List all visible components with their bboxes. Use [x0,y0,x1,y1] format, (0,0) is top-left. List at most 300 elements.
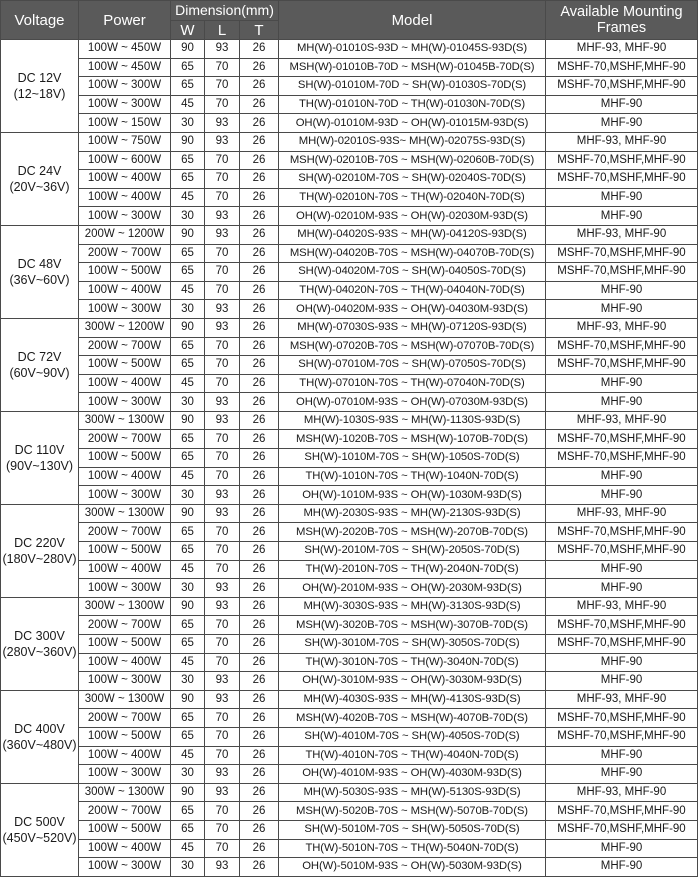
table-row [1,616,698,635]
voltage-cell [1,132,79,225]
table-row [1,225,698,244]
thickness-cell: 26 [240,40,279,59]
frames-header [546,1,698,40]
voltage-cell [1,411,79,504]
voltage-range: (20V~36V) [9,179,70,194]
power-cell: 100W ~ 450W [79,58,171,77]
power-cell: 100W ~ 150W [79,114,171,133]
width-cell: 65 [171,77,205,96]
power-cell: 200W ~ 700W [79,244,171,263]
thickness-cell: 26 [240,597,279,616]
table-row [1,486,698,505]
thickness-cell: 26 [240,318,279,337]
power-cell: 100W ~ 400W [79,374,171,393]
table-row [1,207,698,226]
model-cell: MH(W)-02010S-93S~ MH(W)-02075S-93D(S) [279,132,546,151]
model-cell: MSH(W)-2020B-70S ~ MSH(W)-2070B-70D(S) [279,523,546,542]
power-cell: 100W ~ 500W [79,820,171,839]
frames-cell: MHF-90 [546,300,698,319]
thickness-cell: 26 [240,393,279,412]
thickness-cell: 26 [240,207,279,226]
power-cell: 100W ~ 300W [79,95,171,114]
frames-cell: MHF-90 [546,839,698,858]
model-cell: MH(W)-1030S-93S ~ MH(W)-1130S-93D(S) [279,411,546,430]
length-cell: 93 [205,783,240,802]
thickness-cell: 26 [240,820,279,839]
length-cell: 93 [205,597,240,616]
width-cell: 45 [171,653,205,672]
length-header: L [205,21,240,40]
model-cell: SH(W)-1010M-70S ~ SH(W)-1050S-70D(S) [279,449,546,468]
thickness-cell: 26 [240,709,279,728]
frames-header-line1: Available Mounting [560,4,683,20]
voltage-label: DC 220V [14,535,65,550]
frames-cell: MHF-93, MHF-90 [546,597,698,616]
width-cell: 65 [171,727,205,746]
table-row [1,597,698,616]
frames-cell: MHF-90 [546,765,698,784]
frames-cell: MHF-90 [546,858,698,877]
dimension-header: Dimension(mm) [171,1,279,21]
table-row [1,151,698,170]
thickness-header: T [240,21,279,40]
table-row [1,709,698,728]
voltage-label: DC 24V [17,163,62,178]
frames-cell: MSHF-70,MSHF,MHF-90 [546,820,698,839]
frames-cell: MHF-90 [546,486,698,505]
width-cell: 65 [171,170,205,189]
frames-cell: MHF-93, MHF-90 [546,40,698,59]
power-cell: 300W ~ 1300W [79,504,171,523]
power-cell: 100W ~ 400W [79,188,171,207]
length-cell: 93 [205,318,240,337]
table-row [1,263,698,282]
power-header: Power [79,1,171,40]
model-cell: MSH(W)-01010B-70D ~ MSH(W)-01045B-70D(S) [279,58,546,77]
model-cell: OH(W)-2010M-93S ~ OH(W)-2030M-93D(S) [279,579,546,598]
table-row [1,281,698,300]
table-row [1,58,698,77]
width-header: W [171,21,205,40]
thickness-cell: 26 [240,672,279,691]
width-cell: 90 [171,132,205,151]
length-cell: 70 [205,449,240,468]
table-row [1,802,698,821]
thickness-cell: 26 [240,58,279,77]
model-cell: SH(W)-07010M-70S ~ SH(W)-07050S-70D(S) [279,356,546,375]
width-cell: 90 [171,225,205,244]
table-row [1,635,698,654]
table-row [1,356,698,375]
table-header [1,1,698,40]
thickness-cell: 26 [240,430,279,449]
voltage-cell [1,504,79,597]
length-cell: 93 [205,411,240,430]
power-cell: 100W ~ 400W [79,281,171,300]
table-row [1,672,698,691]
voltage-cell [1,690,79,783]
width-cell: 65 [171,337,205,356]
frames-cell: MHF-93, MHF-90 [546,132,698,151]
model-cell: TH(W)-07010N-70S ~ TH(W)-07040N-70D(S) [279,374,546,393]
length-cell: 70 [205,263,240,282]
width-cell: 65 [171,802,205,821]
length-cell: 70 [205,635,240,654]
width-cell: 65 [171,151,205,170]
table-row [1,783,698,802]
power-cell: 200W ~ 1200W [79,225,171,244]
length-cell: 70 [205,802,240,821]
power-cell: 100W ~ 300W [79,207,171,226]
model-cell: TH(W)-01010N-70D ~ TH(W)-01030N-70D(S) [279,95,546,114]
length-cell: 93 [205,858,240,877]
frames-cell: MHF-90 [546,393,698,412]
thickness-cell: 26 [240,802,279,821]
voltage-range: (180V~280V) [2,551,77,566]
width-cell: 45 [171,839,205,858]
length-cell: 70 [205,170,240,189]
thickness-cell: 26 [240,486,279,505]
voltage-range: (280V~360V) [2,644,77,659]
power-cell: 100W ~ 500W [79,356,171,375]
frames-cell: MHF-90 [546,114,698,133]
thickness-cell: 26 [240,263,279,282]
frames-cell: MHF-93, MHF-90 [546,411,698,430]
power-cell: 300W ~ 1300W [79,783,171,802]
thickness-cell: 26 [240,374,279,393]
frames-header-line2: Frames [596,20,647,36]
table-row [1,690,698,709]
table-row [1,411,698,430]
thickness-cell: 26 [240,765,279,784]
length-cell: 93 [205,114,240,133]
frames-cell: MHF-90 [546,95,698,114]
frames-cell: MSHF-70,MSHF,MHF-90 [546,635,698,654]
thickness-cell: 26 [240,449,279,468]
model-cell: MSH(W)-02010B-70S ~ MSH(W)-02060B-70D(S) [279,151,546,170]
thickness-cell: 26 [240,170,279,189]
frames-cell: MSHF-70,MSHF,MHF-90 [546,449,698,468]
frames-cell: MSHF-70,MSHF,MHF-90 [546,542,698,561]
width-cell: 65 [171,820,205,839]
thickness-cell: 26 [240,337,279,356]
width-cell: 90 [171,40,205,59]
frames-cell: MHF-90 [546,207,698,226]
thickness-cell: 26 [240,356,279,375]
length-cell: 70 [205,653,240,672]
width-cell: 90 [171,318,205,337]
table-row [1,170,698,189]
frames-cell: MHF-90 [546,281,698,300]
power-cell: 300W ~ 1200W [79,318,171,337]
table-row [1,318,698,337]
model-cell: OH(W)-04020M-93S ~ OH(W)-04030M-93D(S) [279,300,546,319]
table-row [1,337,698,356]
length-cell: 93 [205,40,240,59]
length-cell: 70 [205,58,240,77]
length-cell: 93 [205,300,240,319]
model-cell: SH(W)-01010M-70D ~ SH(W)-01030S-70D(S) [279,77,546,96]
model-header: Model [279,1,546,40]
width-cell: 65 [171,523,205,542]
table-row [1,727,698,746]
table-row [1,765,698,784]
table-row [1,579,698,598]
model-cell: SH(W)-3010M-70S ~ SH(W)-3050S-70D(S) [279,635,546,654]
model-cell: MSH(W)-3020B-70S ~ MSH(W)-3070B-70D(S) [279,616,546,635]
length-cell: 93 [205,207,240,226]
voltage-label: DC 300V [14,628,65,643]
model-cell: MH(W)-5030S-93S ~ MH(W)-5130S-93D(S) [279,783,546,802]
thickness-cell: 26 [240,542,279,561]
power-cell: 200W ~ 700W [79,616,171,635]
width-cell: 90 [171,504,205,523]
thickness-cell: 26 [240,727,279,746]
model-cell: OH(W)-07010M-93S ~ OH(W)-07030M-93D(S) [279,393,546,412]
power-cell: 100W ~ 750W [79,132,171,151]
length-cell: 70 [205,467,240,486]
frames-cell: MSHF-70,MSHF,MHF-90 [546,77,698,96]
frames-cell: MSHF-70,MSHF,MHF-90 [546,356,698,375]
length-cell: 70 [205,746,240,765]
width-cell: 65 [171,58,205,77]
thickness-cell: 26 [240,95,279,114]
length-cell: 70 [205,77,240,96]
width-cell: 30 [171,393,205,412]
length-cell: 70 [205,727,240,746]
model-cell: MSH(W)-1020B-70S ~ MSH(W)-1070B-70D(S) [279,430,546,449]
frames-cell: MSHF-70,MSHF,MHF-90 [546,430,698,449]
frames-cell: MSHF-70,MSHF,MHF-90 [546,337,698,356]
model-cell: TH(W)-2010N-70S ~ TH(W)-2040N-70D(S) [279,560,546,579]
length-cell: 93 [205,765,240,784]
width-cell: 30 [171,579,205,598]
power-cell: 100W ~ 400W [79,653,171,672]
width-cell: 45 [171,281,205,300]
power-cell: 100W ~ 300W [79,77,171,96]
width-cell: 65 [171,449,205,468]
width-cell: 90 [171,783,205,802]
model-cell: SH(W)-04020M-70S ~ SH(W)-04050S-70D(S) [279,263,546,282]
thickness-cell: 26 [240,132,279,151]
width-cell: 45 [171,188,205,207]
thickness-cell: 26 [240,77,279,96]
voltage-range: (360V~480V) [2,737,77,752]
model-cell: OH(W)-5010M-93S ~ OH(W)-5030M-93D(S) [279,858,546,877]
thickness-cell: 26 [240,839,279,858]
width-cell: 65 [171,635,205,654]
voltage-range: (60V~90V) [9,365,70,380]
power-cell: 100W ~ 600W [79,151,171,170]
length-cell: 70 [205,709,240,728]
table-row [1,114,698,133]
table-row [1,467,698,486]
frames-cell: MSHF-70,MSHF,MHF-90 [546,616,698,635]
model-cell: MSH(W)-4020B-70S ~ MSH(W)-4070B-70D(S) [279,709,546,728]
thickness-cell: 26 [240,858,279,877]
power-cell: 100W ~ 500W [79,727,171,746]
length-cell: 70 [205,151,240,170]
thickness-cell: 26 [240,579,279,598]
length-cell: 93 [205,486,240,505]
model-cell: MSH(W)-07020B-70S ~ MSH(W)-07070B-70D(S) [279,337,546,356]
thickness-cell: 26 [240,411,279,430]
voltage-header: Voltage [1,1,79,40]
power-cell: 100W ~ 300W [79,672,171,691]
table-row [1,430,698,449]
width-cell: 65 [171,430,205,449]
table-row [1,188,698,207]
power-cell: 200W ~ 700W [79,802,171,821]
table-row [1,523,698,542]
thickness-cell: 26 [240,504,279,523]
thickness-cell: 26 [240,281,279,300]
power-cell: 200W ~ 700W [79,337,171,356]
model-cell: SH(W)-5010M-70S ~ SH(W)-5050S-70D(S) [279,820,546,839]
length-cell: 93 [205,393,240,412]
table-row [1,132,698,151]
length-cell: 70 [205,430,240,449]
length-cell: 93 [205,132,240,151]
power-cell: 100W ~ 300W [79,858,171,877]
thickness-cell: 26 [240,300,279,319]
voltage-range: (36V~60V) [9,272,70,287]
model-cell: SH(W)-2010M-70S ~ SH(W)-2050S-70D(S) [279,542,546,561]
width-cell: 90 [171,411,205,430]
frames-cell: MHF-90 [546,560,698,579]
width-cell: 30 [171,486,205,505]
table-row [1,839,698,858]
model-cell: OH(W)-3010M-93S ~ OH(W)-3030M-93D(S) [279,672,546,691]
voltage-cell [1,318,79,411]
table-row [1,820,698,839]
table-row [1,858,698,877]
length-cell: 70 [205,839,240,858]
model-cell: TH(W)-3010N-70S ~ TH(W)-3040N-70D(S) [279,653,546,672]
width-cell: 30 [171,858,205,877]
length-cell: 93 [205,672,240,691]
voltage-cell [1,225,79,318]
width-cell: 65 [171,244,205,263]
table-row [1,40,698,59]
frames-cell: MSHF-70,MSHF,MHF-90 [546,727,698,746]
voltage-range: (12~18V) [13,86,66,101]
model-cell: SH(W)-02010M-70S ~ SH(W)-02040S-70D(S) [279,170,546,189]
voltage-label: DC 72V [17,349,62,364]
table-row [1,393,698,412]
power-cell: 100W ~ 400W [79,467,171,486]
table-row [1,95,698,114]
model-cell: OH(W)-1010M-93S ~ OH(W)-1030M-93D(S) [279,486,546,505]
power-cell: 100W ~ 300W [79,300,171,319]
power-cell: 100W ~ 400W [79,839,171,858]
frames-cell: MHF-93, MHF-90 [546,504,698,523]
thickness-cell: 26 [240,653,279,672]
voltage-label: DC 500V [14,814,65,829]
frames-cell: MHF-90 [546,672,698,691]
frames-cell: MSHF-70,MSHF,MHF-90 [546,151,698,170]
length-cell: 70 [205,560,240,579]
frames-cell: MSHF-70,MSHF,MHF-90 [546,244,698,263]
power-cell: 100W ~ 450W [79,40,171,59]
length-cell: 70 [205,542,240,561]
voltage-label: DC 48V [17,256,62,271]
thickness-cell: 26 [240,188,279,207]
width-cell: 45 [171,467,205,486]
width-cell: 65 [171,616,205,635]
frames-cell: MSHF-70,MSHF,MHF-90 [546,523,698,542]
power-cell: 100W ~ 500W [79,263,171,282]
power-cell: 100W ~ 500W [79,542,171,561]
width-cell: 45 [171,746,205,765]
power-cell: 100W ~ 500W [79,635,171,654]
length-cell: 70 [205,616,240,635]
power-cell: 200W ~ 700W [79,709,171,728]
voltage-cell [1,597,79,690]
frames-cell: MHF-90 [546,188,698,207]
width-cell: 45 [171,374,205,393]
voltage-cell [1,40,79,133]
model-cell: MH(W)-3030S-93S ~ MH(W)-3130S-93D(S) [279,597,546,616]
power-cell: 200W ~ 700W [79,430,171,449]
power-cell: 100W ~ 300W [79,765,171,784]
power-cell: 100W ~ 400W [79,560,171,579]
width-cell: 45 [171,560,205,579]
model-cell: OH(W)-01010M-93D ~ OH(W)-01015M-93D(S) [279,114,546,133]
voltage-range: (450V~520V) [2,830,77,845]
thickness-cell: 26 [240,225,279,244]
table-row [1,653,698,672]
frames-cell: MSHF-70,MSHF,MHF-90 [546,263,698,282]
frames-cell: MHF-90 [546,653,698,672]
power-cell: 300W ~ 1300W [79,597,171,616]
table-row [1,449,698,468]
thickness-cell: 26 [240,114,279,133]
model-cell: TH(W)-5010N-70S ~ TH(W)-5040N-70D(S) [279,839,546,858]
table-row [1,746,698,765]
length-cell: 93 [205,225,240,244]
model-cell: TH(W)-1010N-70S ~ TH(W)-1040N-70D(S) [279,467,546,486]
model-cell: MH(W)-01010S-93D ~ MH(W)-01045S-93D(S) [279,40,546,59]
length-cell: 70 [205,523,240,542]
width-cell: 65 [171,709,205,728]
width-cell: 65 [171,263,205,282]
model-cell: MH(W)-04020S-93S ~ MH(W)-04120S-93D(S) [279,225,546,244]
power-cell: 200W ~ 700W [79,523,171,542]
length-cell: 70 [205,374,240,393]
length-cell: 93 [205,690,240,709]
frames-cell: MSHF-70,MSHF,MHF-90 [546,170,698,189]
width-cell: 30 [171,672,205,691]
voltage-label: DC 12V [17,70,62,85]
table-row [1,300,698,319]
table-row [1,77,698,96]
thickness-cell: 26 [240,244,279,263]
model-cell: MSH(W)-5020B-70S ~ MSH(W)-5070B-70D(S) [279,802,546,821]
width-cell: 30 [171,765,205,784]
thickness-cell: 26 [240,560,279,579]
length-cell: 70 [205,95,240,114]
model-cell: SH(W)-4010M-70S ~ SH(W)-4050S-70D(S) [279,727,546,746]
width-cell: 45 [171,95,205,114]
voltage-label: DC 110V [14,442,65,457]
length-cell: 93 [205,579,240,598]
power-cell: 100W ~ 300W [79,393,171,412]
frames-cell: MHF-93, MHF-90 [546,225,698,244]
length-cell: 70 [205,356,240,375]
thickness-cell: 26 [240,690,279,709]
table-row [1,504,698,523]
